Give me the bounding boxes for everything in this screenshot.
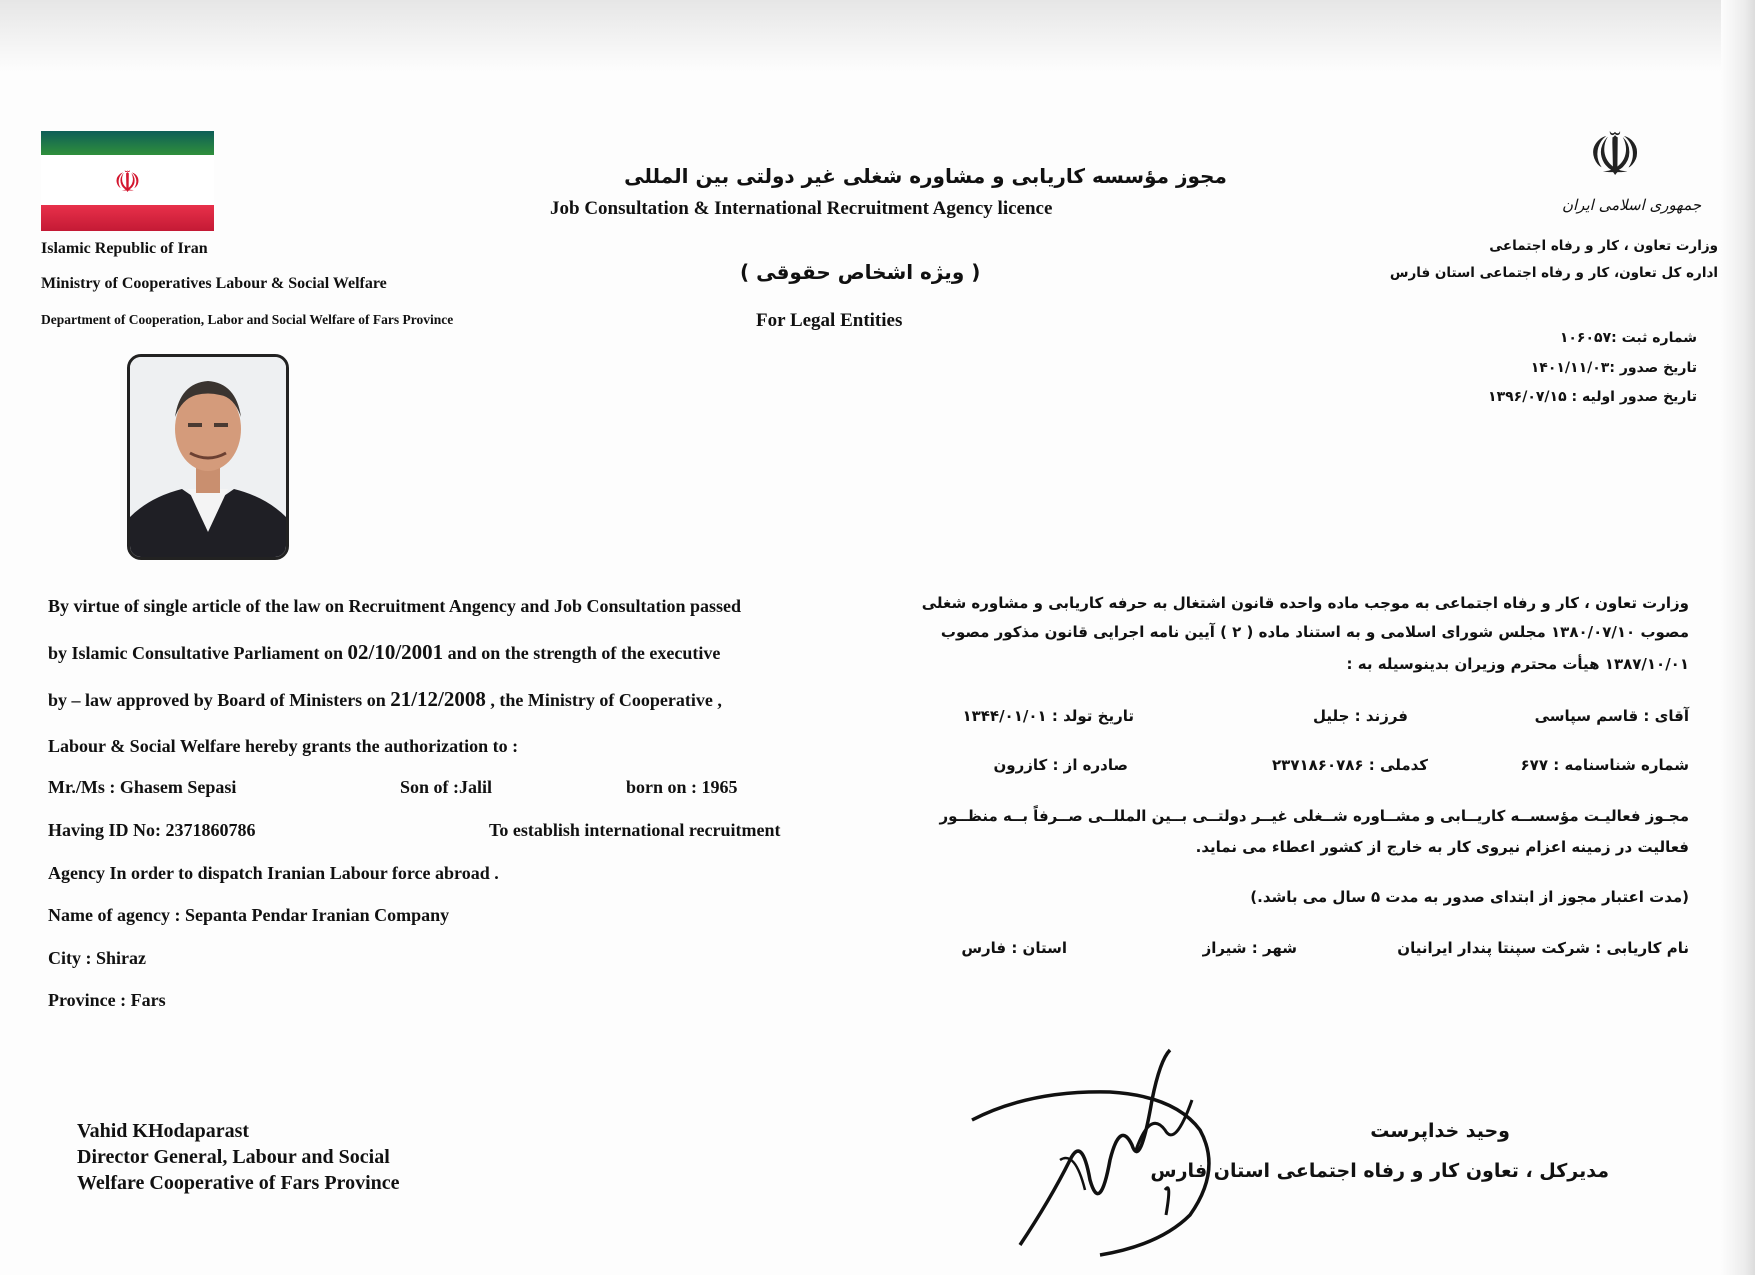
subtitle-persian: ( ویژه اشخاص حقوقی ): [740, 260, 981, 284]
born-on-en: born on : 1965: [626, 777, 738, 797]
id-number-fa: شماره شناسنامه : ۶۷۷: [1520, 756, 1689, 774]
signatory-title-fa: مدیرکل ، تعاون کار و رفاه اجتماعی استان فارس: [1150, 1160, 1609, 1182]
issued-from-fa: صادره از : کازرون: [993, 756, 1128, 774]
national-code-fa: کدملی : ۲۳۷۱۸۶۰۷۸۶: [1272, 756, 1428, 774]
iran-flag-icon: ☫: [41, 131, 214, 231]
body-fa-line-2: مصوب ۱۳۸۰/۰۷/۱۰ مجلس شورای اسلامی و به استناد ماده ( ۲ ) آیین نامه اجرایی قانون مذکور مصوب: [940, 623, 1689, 641]
ministers-date: 21/12/2008: [390, 687, 486, 711]
department-name: Department of Cooperation, Labor and Social Welfare of Fars Province: [41, 312, 454, 327]
agency-name-fa: نام کاریابی : شرکت سپنتا پندار ایرانیان: [1397, 939, 1689, 957]
holder-photo: [127, 354, 289, 560]
scan-shadow-top: [0, 0, 1755, 72]
validity-fa: (مدت اعتبار مجوز از ابتدای صدور به مدت ۵ سال می باشد.): [1250, 888, 1689, 906]
body-en-line-2: by Islamic Consultative Parliament on 02/10/2001 and on the strength of the executive: [48, 640, 721, 664]
body-en-line-4: Labour & Social Welfare hereby grants the authorization to :: [48, 736, 519, 756]
title-english: Job Consultation & International Recruitment Agency licence: [550, 198, 1053, 219]
body-fa-line-1: وزارت تعاون ، کار و رفاه اجتماعی به موجب ماده واحده قانون اشتغال به حرفه کاریابی و مشاوره شغلی: [921, 594, 1689, 612]
parliament-date: 02/10/2001: [347, 640, 444, 664]
first-issue-date: تاریخ صدور اولیه : ۱۳۹۶/۰۷/۱۵: [1488, 389, 1697, 405]
son-of-en: Son of :Jalil: [400, 777, 493, 797]
holder-name-en: Mr./Ms : Ghasem Sepasi: [48, 777, 237, 797]
scan-shadow-right: [1721, 0, 1755, 1275]
signatory-title-en-2: Welfare Cooperative of Fars Province: [77, 1172, 400, 1194]
handwritten-signature: [960, 1040, 1230, 1260]
holder-name-fa: آقای : قاسم سپاسی: [1534, 707, 1689, 725]
signatory-title-en-1: Director General, Labour and Social: [77, 1146, 390, 1168]
emblem-caption: جمهوری اسلامی ایران: [1562, 196, 1702, 214]
issue-date: تاریخ صدور :۱۴۰۱/۱۱/۰۳: [1530, 360, 1697, 376]
city-fa: شهر : شیراز: [1202, 939, 1297, 957]
body-fa-permit-2: فعالیت در زمینه اعزام نیروی کار به خارج از کشور اعطاء می نماید.: [1195, 838, 1689, 856]
body-en-line-8: Agency In order to dispatch Iranian Labour force abroad .: [48, 863, 499, 883]
signatory-name-fa: وحید خداپرست: [1370, 1120, 1510, 1142]
body-fa-permit-1: مجـوز فعالیـت مؤسســه کاریــابی و مشــاوره شــغلی غیــر دولتــی بــین المللــی صــرفاً بــه منظــور: [939, 807, 1689, 825]
country-name: Islamic Republic of Iran: [41, 240, 208, 257]
birth-date-fa: تاریخ تولد : ۱۳۴۴/۰۱/۰۱: [962, 707, 1134, 725]
ministry-name: Ministry of Cooperatives Labour & Social Welfare: [41, 275, 387, 292]
department-persian: اداره کل تعاون، کار و رفاه اجتماعی استان فارس: [1389, 265, 1718, 281]
son-of-fa: فرزند : جلیل: [1313, 707, 1408, 725]
iran-emblem-icon: ☫: [1588, 120, 1642, 190]
ministry-persian: وزارت تعاون ، کار و رفاه اجتماعی: [1489, 238, 1718, 254]
id-number-en: Having ID No: 2371860786: [48, 820, 256, 840]
province-fa: استان : فارس: [961, 939, 1067, 957]
agency-name-en: Name of agency : Sepanta Pendar Iranian Company: [48, 905, 450, 925]
title-persian: مجوز مؤسسه کاریابی و مشاوره شغلی غیر دولتی بین المللی: [624, 164, 1227, 188]
establish-en: To establish international recruitment: [489, 820, 781, 840]
body-en-line-3: by – law approved by Board of Ministers on 21/12/2008 , the Ministry of Cooperative ,: [48, 687, 722, 711]
body-en-line-1: By virtue of single article of the law on Recruitment Angency and Job Consultation passed: [48, 596, 741, 616]
body-fa-line-3: ۱۳۸۷/۱۰/۰۱ هیأت محترم وزیران بدینوسیله به :: [1346, 655, 1689, 673]
province-en: Province : Fars: [48, 990, 166, 1010]
subtitle-english: For Legal Entities: [756, 310, 903, 331]
signatory-name-en: Vahid KHodaparast: [77, 1120, 250, 1142]
registration-number: شماره ثبت :۱۰۶۰۵۷: [1559, 330, 1697, 346]
city-en: City : Shiraz: [48, 948, 146, 968]
